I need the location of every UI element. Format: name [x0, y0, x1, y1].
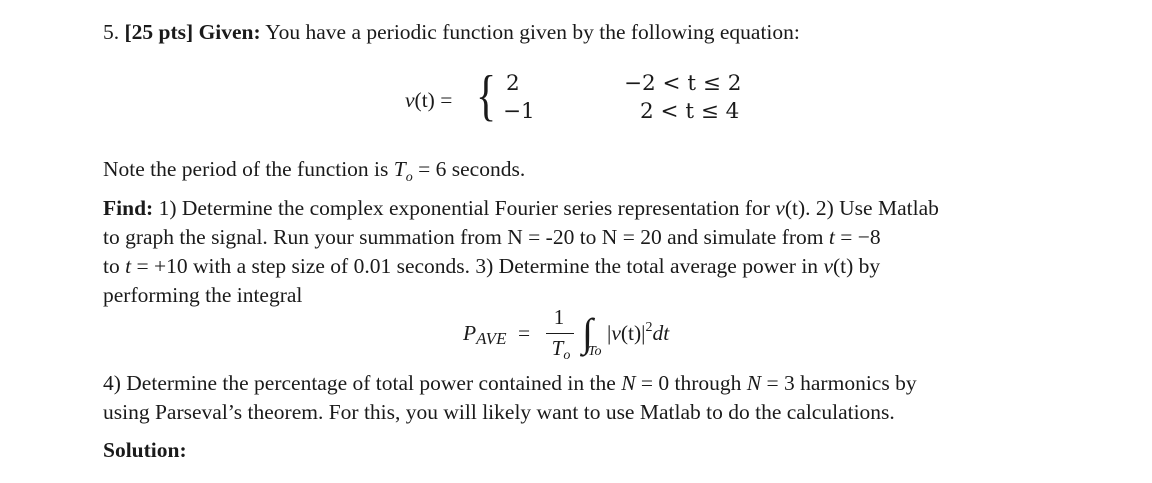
problem-number: 5. [103, 20, 120, 44]
part4-line-2: using Parseval’s theorem. For this, you will likely want to use Matlab to do the calculations. [103, 400, 895, 424]
integral-limit: To [588, 344, 602, 359]
piecewise-case1-condition: −2 < t ≤ 2 [624, 71, 742, 96]
problem-points: [25 pts] [124, 20, 194, 44]
find-line-4: performing the integral [103, 283, 303, 307]
piecewise-case2-value: −1 [503, 99, 535, 124]
solution-label: Solution: [103, 438, 187, 462]
power-lhs: PAVE [463, 321, 507, 348]
find-line-2: to graph the signal. Run your summation from N = -20 to N = 20 and simulate from t = −8 [103, 225, 881, 249]
integrand: $|v(t)|^2dt$ [607, 320, 670, 345]
problem-heading [103, 22, 800, 44]
find-line-1: Find: 1) Determine the complex exponential Fourier series representation for v(t). 2) Use Matlab [103, 196, 939, 220]
power-fraction-bar [546, 333, 574, 334]
find-line-3: to t = +10 with a step size of 0.01 seconds. 3) Determine the total average power in v(t) by [103, 254, 881, 278]
power-fraction-denominator: To [551, 336, 571, 363]
power-equals: = [518, 321, 531, 345]
given-label: Given: [198, 20, 261, 44]
period-note: Note the period of the function is $T_o = 6$ seconds. [103, 157, 526, 185]
piecewise-case1-value: 2 [506, 71, 520, 96]
piecewise-brace: { [476, 65, 497, 127]
piecewise-case2-condition: 2 < t ≤ 4 [640, 99, 740, 124]
integral-sign: ∫ [582, 310, 593, 355]
piecewise-lhs: v(t) = [405, 88, 453, 112]
find-label: Find: [103, 196, 154, 220]
power-fraction-numerator: 1 [553, 305, 565, 329]
given-text: You have a periodic function given by the following equation: [265, 20, 800, 44]
part4-line-1: 4) Determine the percentage of total power contained in the N = 0 through N = 3 harmonics by [103, 371, 917, 395]
